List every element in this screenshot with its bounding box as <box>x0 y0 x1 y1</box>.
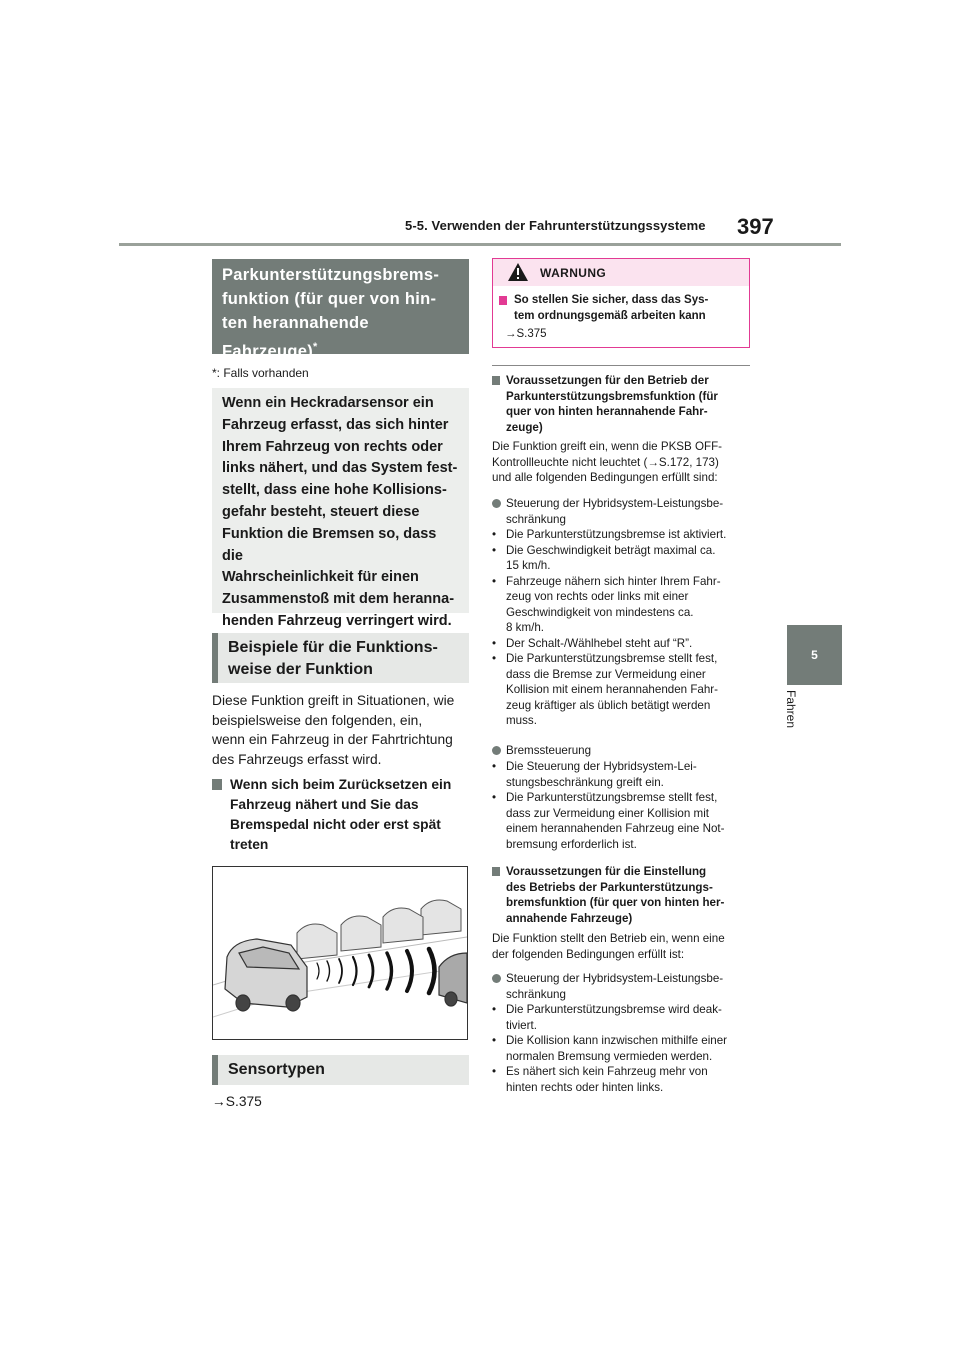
list-item: • Die Parkunterstützungsbremse stellt fest, dass zur Vermeidung einer Kollision mit einem herannahenden Fahrzeug eine Not- bremsung erforderlich ist. <box>492 790 754 852</box>
s2-condition-1-list <box>492 1002 754 1095</box>
circle-bullet-icon <box>492 746 501 755</box>
warning-page-ref[interactable]: →S.375 <box>505 328 547 340</box>
square-bullet-icon <box>499 296 507 305</box>
scenario-heading: Wenn sich beim Zurücksetzen ein Fahrzeug nähert und Sie das Bremspedal nicht oder erst spät treten <box>212 775 469 857</box>
header-rule <box>119 243 841 246</box>
s1-condition-1: Steuerung der Hybridsystem-Leistungsbe- schränkung <box>492 496 754 527</box>
square-bullet-icon <box>492 376 500 385</box>
list-item: • Der Schalt-/Wählhebel steht auf “R”. <box>492 636 754 652</box>
square-bullet-icon <box>492 867 500 876</box>
s1-text: Die Funktion greift ein, wenn die PKSB OFF- Kontrollleuchte nicht leuchtet (→S.172, 173) und alle folgenden Bedingungen erfüllt sind: <box>492 440 723 484</box>
warning-triangle-icon <box>507 262 529 282</box>
list-item: • Die Parkunterstützungsbremse stellt fest, dass die Bremse zur Vermeidung einer Kollision mit einem herannahenden Fahr- zeug kräftiger als üblich betätigt werden muss. <box>492 651 754 729</box>
circle-bullet-icon <box>492 974 501 983</box>
summary-box: Wenn ein Heckradarsensor ein Fahrzeug erfasst, das sich hinter Ihrem Fahrzeug von rechts oder links nähert, und das System fest- stellt, dass eine hohe Kollisions- gefahr besteht, steuert diese Funktion die Bremsen so, dass die Wahrscheinlichkeit für einen Zusammenstoß mit dem heranna- henden Fahrzeug verringert wird. <box>212 388 469 613</box>
s1-condition-2: Bremssteuerung <box>492 743 754 759</box>
list-item: • Es nähert sich kein Fahrzeug mehr von hinten rechts oder hinten links. <box>492 1064 754 1095</box>
list-item: • Die Kollision kann inzwischen mithilfe einer normalen Bremsung vermieden werden. <box>492 1033 754 1064</box>
s2-heading: Voraussetzungen für die Einstellung des Betriebs der Parkunterstützungs- bremsfunktion (für quer von hinten her- annahende Fahrzeuge) <box>492 864 754 926</box>
sensor-page-ref[interactable]: →S.375 <box>212 1094 262 1109</box>
warning-header <box>493 259 749 286</box>
s2-text: Die Funktion stellt den Betrieb ein, wenn eine der folgenden Bedingungen erfüllt ist: <box>492 932 725 961</box>
examples-intro: Diese Funktion greift in Situationen, wie beispielsweise den folgenden, ein, wenn ein Fahrzeug in der Fahrtrichtung des Fahrzeugs erfasst wird. <box>212 693 455 767</box>
list-item: • Die Parkunterstützungsbremse ist aktiviert. <box>492 527 754 543</box>
chapter-tab: 5 <box>787 625 842 685</box>
list-item: • Fahrzeuge nähern sich hinter Ihrem Fahr- zeug von rechts oder links mit einer Geschwindigkeit von mindestens ca. 8 km/h. <box>492 574 754 636</box>
s1-condition-1-list <box>492 527 754 729</box>
list-item: • Die Parkunterstützungsbremse wird deak- tiviert. <box>492 1002 754 1033</box>
page-number: 397 <box>737 214 774 239</box>
warning-title: WARNUNG <box>540 266 607 280</box>
s1-heading: Voraussetzungen für den Betrieb der Parkunterstützungsbremsfunktion (für quer von hinten herannahende Fahr- zeuge) <box>492 373 754 435</box>
section-title-examples: Beispiele für die Funktions- weise der Funktion <box>212 633 469 683</box>
list-item: • Die Steuerung der Hybridsystem-Lei- stungsbeschränkung greift ein. <box>492 759 754 790</box>
s2-condition-1: Steuerung der Hybridsystem-Leistungsbe- schränkung <box>492 971 754 1002</box>
divider <box>492 365 750 366</box>
section-title-sensors: Sensortypen <box>212 1055 469 1085</box>
parking-illustration <box>212 866 468 1040</box>
square-bullet-icon <box>212 779 222 790</box>
section-title-main: Parkunterstützungsbrems- funktion (für quer von hin- ten herannahende Fahrzeuge)* <box>212 259 469 354</box>
list-item: • Die Geschwindigkeit beträgt maximal ca. 15 km/h. <box>492 543 754 574</box>
footnote: *: Falls vorhanden <box>212 366 309 380</box>
chapter-tab-label: Fahren <box>784 690 798 729</box>
s1-condition-2-list <box>492 759 754 852</box>
circle-bullet-icon <box>492 499 501 508</box>
warning-box: WARNUNG So stellen Sie sicher, dass das Sys- tem ordnungsgemäß arbeiten kann →S.375 <box>492 258 750 348</box>
running-header: 5-5. Verwenden der Fahrunterstützungssysteme <box>405 218 706 233</box>
